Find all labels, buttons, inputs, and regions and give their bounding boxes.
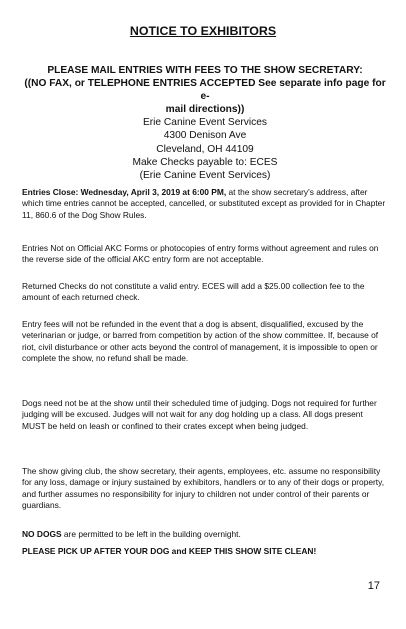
entries-close-date: Entries Close: Wednesday, April 3, 2019 at 6:00 PM, (22, 187, 227, 197)
akc-forms-text: Entries Not on Official AKC Forms or photocopies of entry forms without agreement and rules on the reverse side of the official AKC entry form are not acceptable. (22, 243, 379, 265)
page-title: NOTICE TO EXHIBITORS (129, 24, 277, 38)
judging-text: Dogs need not be at the show until their scheduled time of judging. Dogs not required for further judging will be excused. Judges will not wait for any dog holding up a class. All dogs present MUST be held on leash or confined to their crates except when being judged. (22, 398, 377, 431)
mailing-instructions (24, 64, 386, 182)
entries-close-paragraph (22, 187, 386, 221)
no-dogs-paragraph (22, 529, 386, 540)
page-number: 17 (367, 580, 380, 592)
checks-payable-full: (Erie Canine Event Services) (139, 169, 271, 181)
mail-note-line2: mail directions)) (165, 104, 245, 116)
secretary-name: Erie Canine Event Services (142, 117, 267, 129)
entries-close-text: at the show secretary's address, after which time entries cannot be accepted, cancelled, or substituted except as provided for in Chapter 11, 860.6 of the Dog Show Rules. (22, 187, 386, 220)
judging-paragraph (22, 398, 386, 432)
mail-heading: PLEASE MAIL ENTRIES WITH FEES TO THE SHOW SECRETARY: (47, 65, 363, 76)
returned-checks-paragraph (22, 281, 386, 304)
mail-note-line1: ((NO FAX, or TELEPHONE ENTRIES ACCEPTED See separate info page for e- (24, 78, 386, 103)
liability-paragraph (22, 466, 386, 512)
liability-text: The show giving club, the show secretary, their agents, employees, etc. assume no responsibility for any loss, damage or injury sustained by exhibitors, handlers or to any of their dogs or property, and further assumes no responsibility for injury to children not under control of their parents or guardians. (22, 466, 385, 511)
akc-forms-paragraph (22, 243, 386, 266)
secretary-street: 4300 Denison Ave (163, 130, 247, 142)
pickup-paragraph (22, 546, 386, 557)
returned-checks-text: Returned Checks do not constitute a valid entry. ECES will add a $25.00 collection fee to the amount of each returned check. (22, 281, 365, 303)
secretary-city: Cleveland, OH 44109 (156, 143, 254, 155)
refunds-paragraph (22, 319, 386, 365)
pickup-text: PLEASE PICK UP AFTER YOUR DOG and KEEP THIS SHOW SITE CLEAN! (22, 546, 317, 556)
checks-payable: Make Checks payable to: ECES (132, 156, 278, 168)
no-dogs-text: are permitted to be left in the building overnight. (61, 529, 241, 539)
no-dogs-label: NO DOGS (22, 529, 62, 539)
refunds-text: Entry fees will not be refunded in the event that a dog is absent, disqualified, excused by the veterinarian or judge, or barred from competition by action of the show committee. If, because of riot, civil disturbance or other acts beyond the control of management, it is impossible to open or complete the show, no refund shall be made. (22, 319, 379, 364)
